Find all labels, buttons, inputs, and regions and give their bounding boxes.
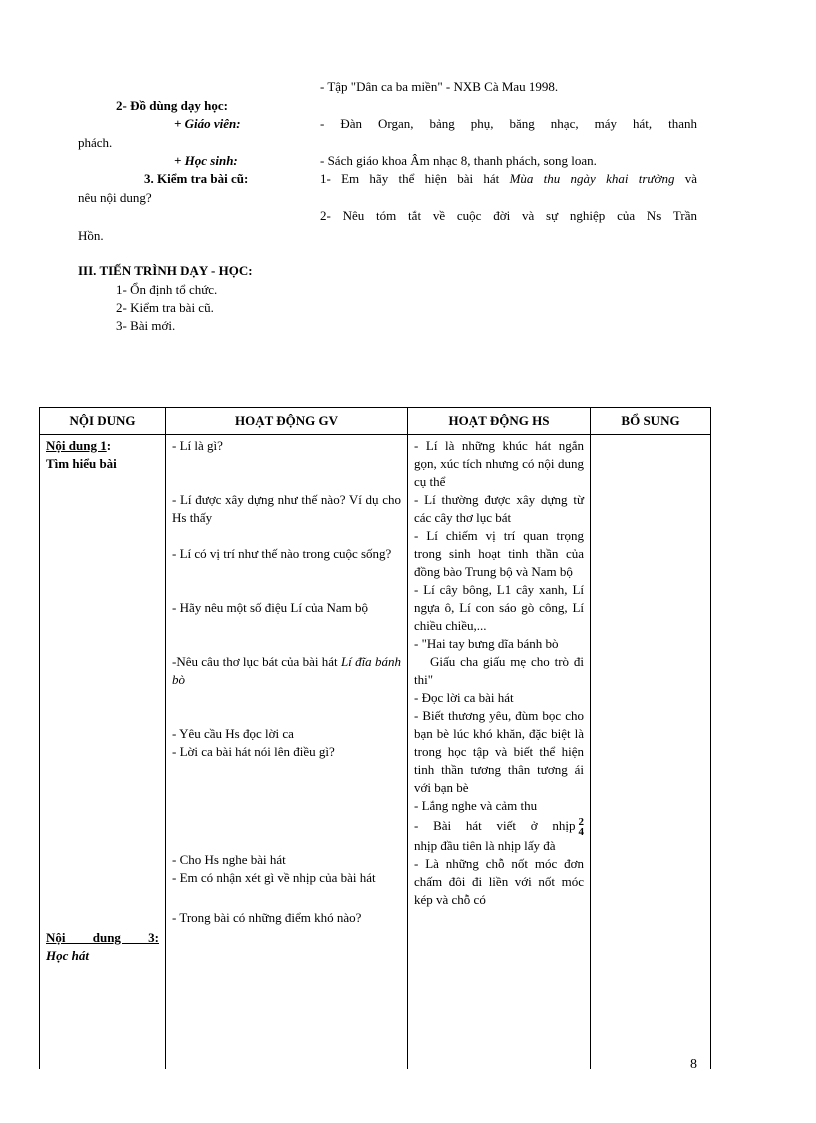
step-2: 2- Kiểm tra bài cũ. [116,300,214,315]
teacher-question-2: - Lí được xây dựng như thế nào? Ví dụ cho Hs thấy [172,492,401,525]
content-1-label: Nội dung 1 [46,438,107,453]
question-1-song-title: Mùa thu ngày khai trường [509,171,675,186]
table-header-row [40,408,711,435]
question-1 [320,170,697,188]
header-student-activity: HOẠT ĐỘNG HS [408,408,591,435]
student-answer-10: - Là những chỗ nốt móc đơn chấm đôi đi liền với nốt móc kép và chỗ có [414,856,584,908]
content-1-colon: : [106,438,112,453]
supplement-cell [591,435,711,1070]
page-number: 8 [690,1057,697,1072]
teacher-question-4: - Hãy nêu một số điệu Lí của Nam bộ [172,600,369,615]
question-1-end: và [674,171,697,186]
header-teacher-activity: HOẠT ĐỘNG GV [166,408,408,435]
student-answer-3: - Lí chiếm vị trí quan trọng trong sinh hoạt tinh thần của đồng bào Trung bộ và Nam bộ [414,528,584,579]
student-answer-4: - Lí cây bông, L1 cây xanh, Lí ngựa ô, Lí con sáo gò công, Lí chiều chiều,... [414,582,584,633]
student-label: + Học sinh: [174,153,238,168]
content-3-label: Nội dung 3: [46,930,159,945]
step-1: 1- Ổn định tổ chức. [116,282,218,297]
content-1-heading [46,437,159,455]
step-3: 3- Bài mới. [116,318,176,333]
table-row [40,435,711,1070]
song-title: Lí đĩa bánh bò [172,654,401,687]
section-3-title: 3. Kiểm tra bài cũ: [144,171,249,186]
lesson-table [39,407,711,1069]
student-answer-9: - Bài hát viết ở nhịp 2 4 nhịp đầu tiên là nhịp lấy đà [414,816,584,854]
teacher-question-3: - Lí có vị trí như thế nào trong cuộc sống? [172,546,392,561]
question-2-continued: Hồn. [78,228,104,243]
teacher-text: - Đàn Organ, bảng phụ, băng nhạc, máy hát, thanh [320,116,697,131]
student-answer-5: - "Hai tay bưng dĩa bánh bò Giấu cha giấu mẹ cho trò đi thi" [414,636,584,687]
teacher-question-5: -Nêu câu thơ lục bát của bài hát Lí đĩa bánh bò [172,654,401,687]
content-1-title: Tìm hiểu bài [46,456,117,471]
header-content: NỘI DUNG [40,408,166,435]
header-supplement: BỔ SUNG [591,408,711,435]
teacher-question-7: - Lời ca bài hát nói lên điều gì? [172,744,335,759]
student-text: - Sách giáo khoa Âm nhạc 8, thanh phách, song loan. [320,153,597,168]
student-answer-1: - Lí là những khúc hát ngắn gọn, xúc tích nhưng có nội dung cụ thể [414,438,584,489]
content-3-title: Học hát [46,948,89,963]
question-1-continued: nêu nội dung? [78,190,152,205]
question-2: 2- Nêu tóm tắt về cuộc đời và sự nghiệp của Ns Trần [320,208,697,223]
student-answer-6: - Đọc lời ca bài hát [414,690,514,705]
student-answer-7: - Biết thương yêu, đùm bọc cho bạn bè lúc khó khăn, đặc biệt là trong học tập và biết thể hiện tinh thần tương thân tương ái với bạn bè [414,708,584,795]
teacher-question-6: - Yêu cầu Hs đọc lời ca [172,726,294,741]
section-2-title: 2- Đồ dùng dạy học: [116,98,228,113]
question-1-text: 1- Em hãy thể hiện bài hát [320,171,510,186]
teacher-question-8: - Cho Hs nghe bài hát [172,852,286,867]
reference-line: - Tập "Dân ca ba miền" - NXB Cà Mau 1998. [320,79,559,94]
teacher-question-9: - Em có nhận xét gì về nhịp của bài hát [172,870,376,885]
section-iii-title: III. TIẾN TRÌNH DẠY - HỌC: [78,263,253,278]
student-answer-2: - Lí thường được xây dựng từ các cây thơ lục bát [414,492,584,525]
student-activity-cell [408,435,591,1070]
time-signature: 2 4 [578,816,584,839]
teacher-question-10: - Trong bài có những điểm khó nào? [172,910,362,925]
teacher-question-1: - Lí là gì? [172,438,223,453]
content-cell [40,435,166,1070]
student-answer-8: - Lắng nghe và cảm thu [414,798,538,813]
teacher-activity-cell [166,435,408,1070]
teacher-text-continued: phách. [78,135,113,150]
teacher-label: + Giáo viên: [174,116,241,131]
